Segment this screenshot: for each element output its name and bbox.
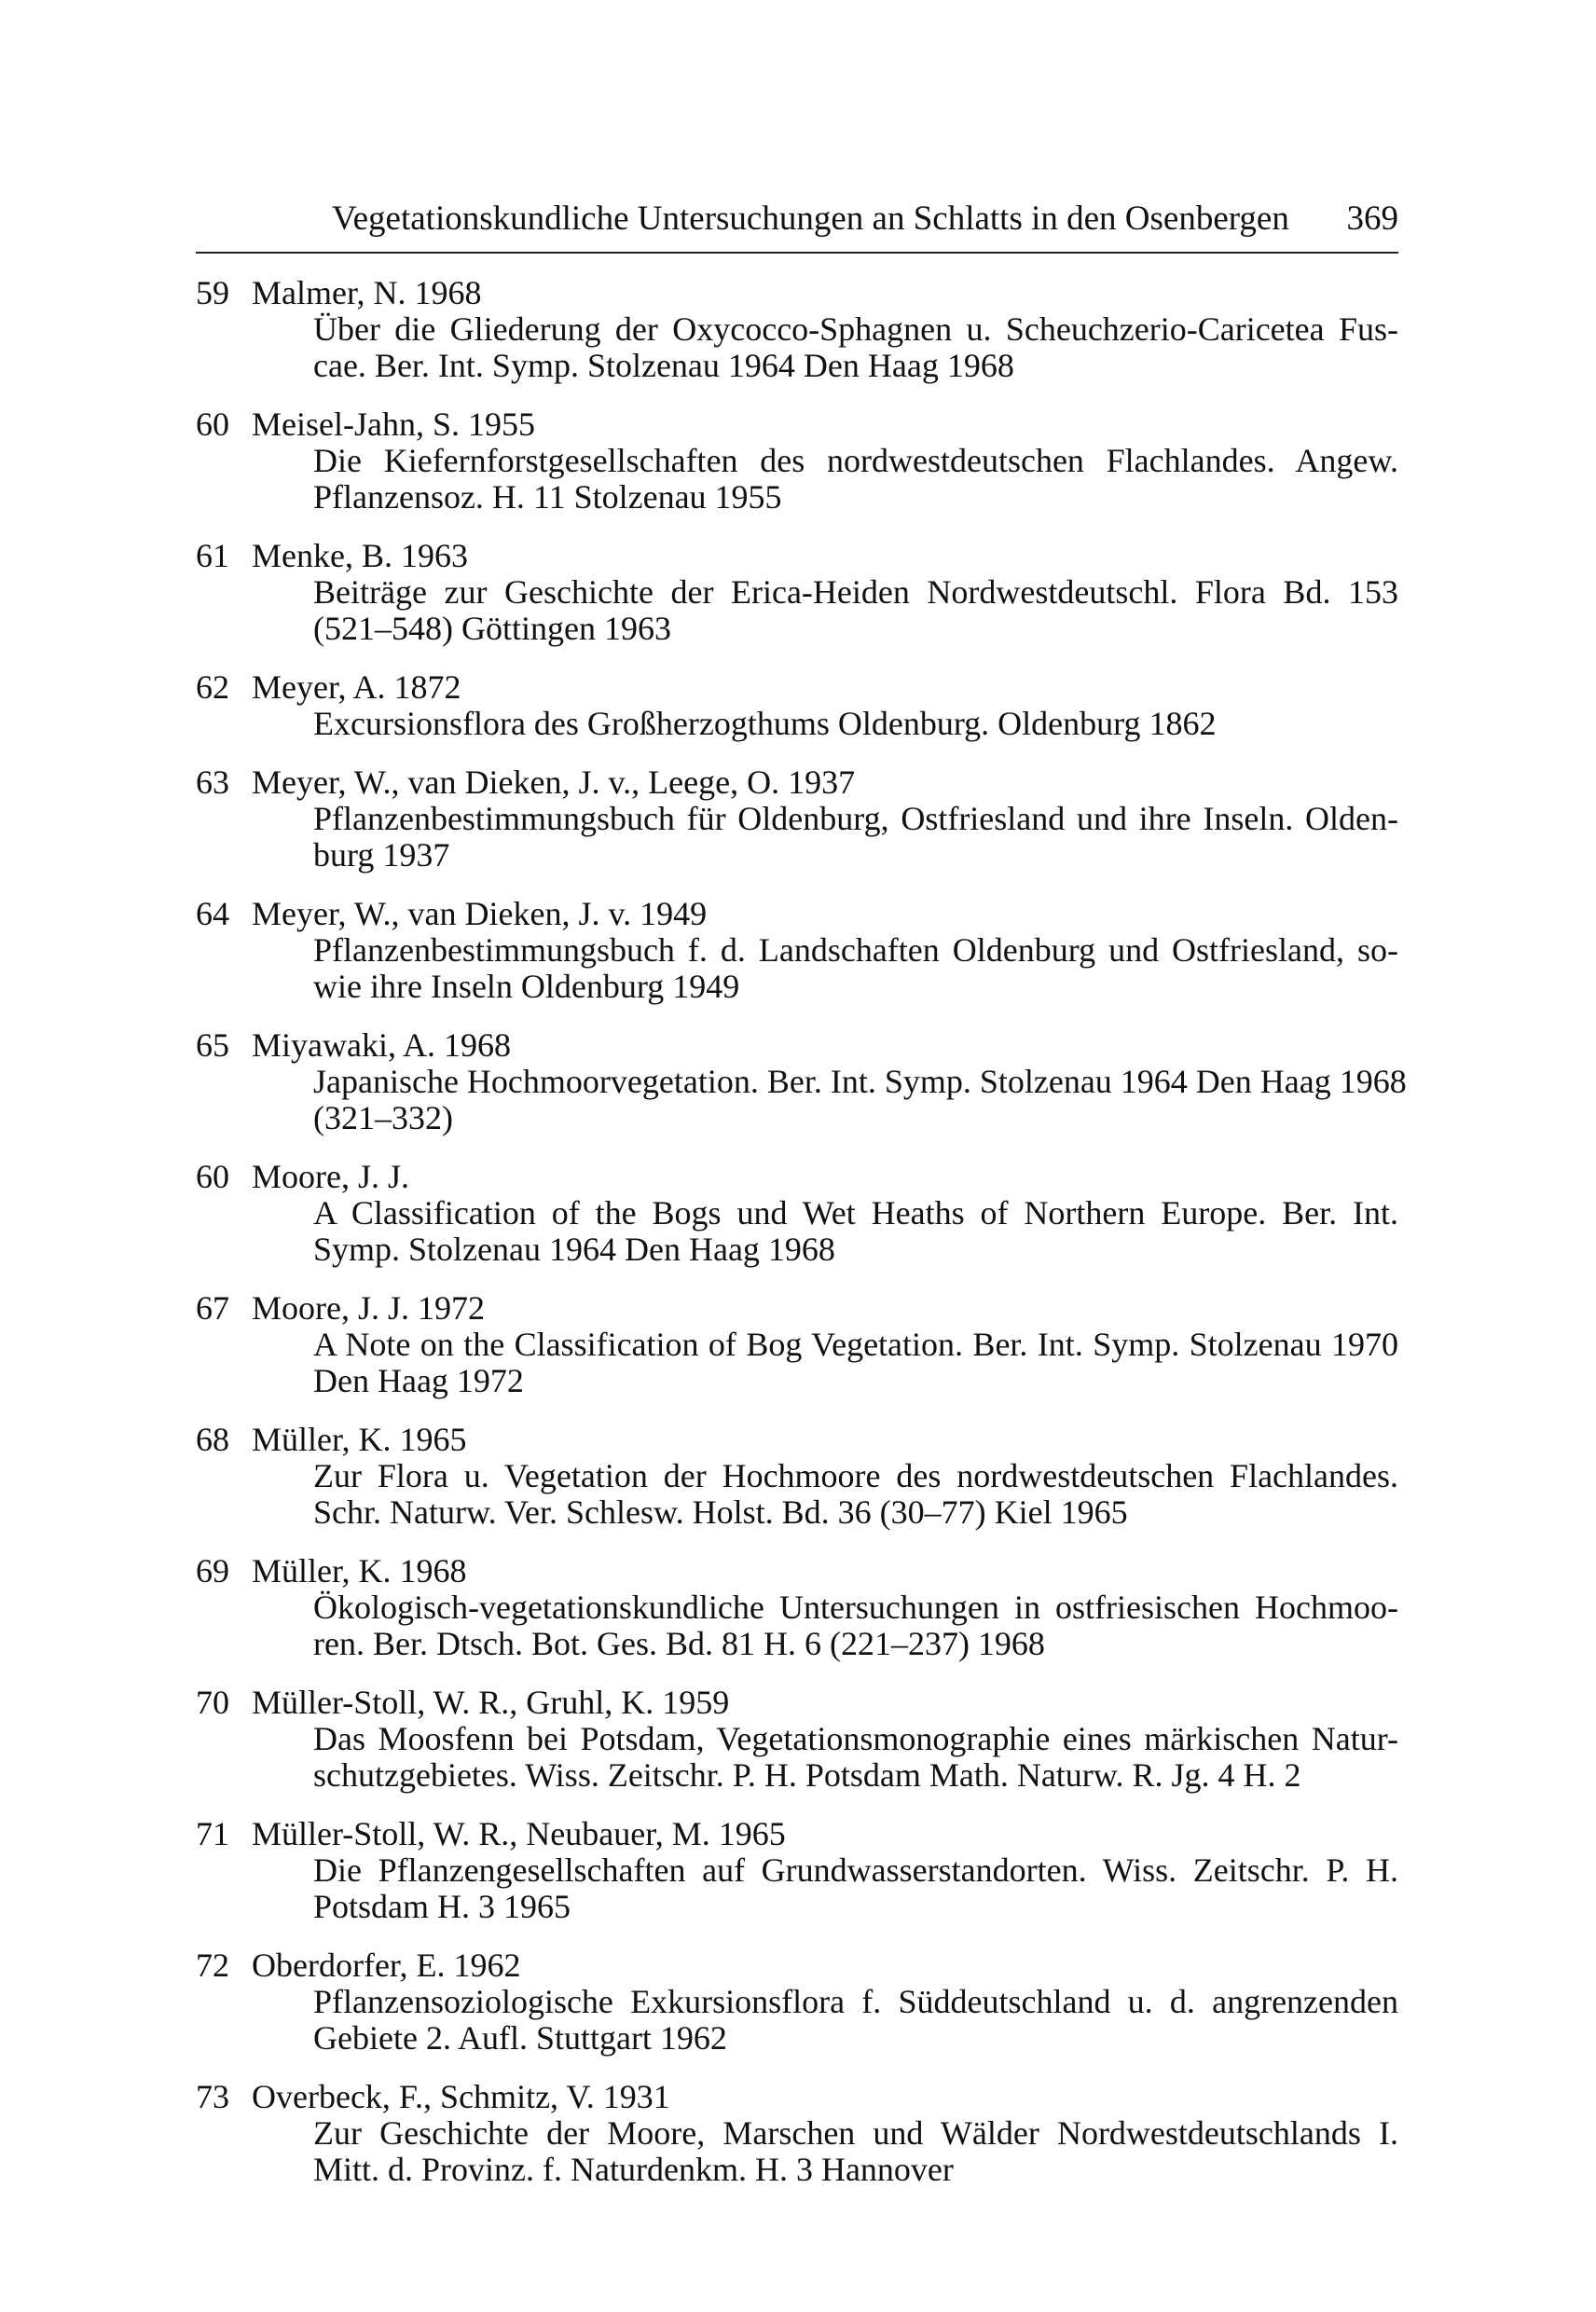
reference-number: 71	[196, 1815, 229, 1852]
reference-head	[196, 764, 1398, 801]
reference-author-year: Meyer, W., van Dieken, J. v. 1949	[252, 895, 708, 932]
reference-head	[196, 1159, 1398, 1195]
reference-author-year: Müller, K. 1968	[252, 1552, 467, 1590]
reference-text-line: Gebiete 2. Aufl. Stuttgart 1962	[313, 2019, 727, 2057]
reference-head	[196, 406, 1398, 443]
reference-list	[196, 274, 1407, 2210]
reference-text-line: (321–332)	[313, 1099, 453, 1136]
reference-text-line: Pflanzenbestimmungsbuch f. d. Landschaften Oldenburg und Ostfriesland, so-	[313, 931, 1398, 969]
reference-text-line: Ökologisch-vegetationskundliche Untersuchungen in ostfriesischen Hochmoo-	[313, 1589, 1398, 1626]
reference-text-line: wie ihre Inseln Oldenburg 1949	[313, 968, 740, 1005]
reference-head	[196, 896, 1398, 932]
reference-text-line: cae. Ber. Int. Symp. Stolzenau 1964 Den Haag 1968	[313, 347, 1014, 384]
reference-author-year: Overbeck, F., Schmitz, V. 1931	[252, 2078, 670, 2115]
reference-head	[196, 1553, 1398, 1590]
reference-entry	[196, 1159, 1398, 1268]
reference-text-line: A Note on the Classification of Bog Vegetation. Ber. Int. Symp. Stolzenau 1970	[313, 1326, 1398, 1363]
reference-text-line: Pflanzensoziologische Exkursionsflora f. Süddeutschland u. d. angrenzenden	[313, 1983, 1398, 2020]
reference-entry	[196, 1685, 1398, 1794]
reference-number: 67	[196, 1289, 229, 1327]
reference-head	[196, 275, 1398, 311]
reference-number: 72	[196, 1947, 229, 1984]
reference-author-year: Meisel-Jahn, S. 1955	[252, 406, 535, 443]
reference-text-line: ren. Ber. Dtsch. Bot. Ges. Bd. 81 H. 6 (221–237) 1968	[313, 1625, 1045, 1662]
reference-text-line: (521–548) Göttingen 1963	[313, 610, 671, 647]
running-title: Vegetationskundliche Untersuchungen an Schlatts in den Osenbergen	[332, 200, 1289, 238]
reference-text-line: Pflanzenbestimmungsbuch für Oldenburg, Ostfriesland und ihre Inseln. Olden-	[313, 800, 1398, 837]
reference-entry	[196, 275, 1398, 384]
reference-number: 64	[196, 895, 229, 932]
reference-author-year: Miyawaki, A. 1968	[252, 1026, 511, 1064]
reference-text-line: Mitt. d. Provinz. f. Naturdenkm. H. 3 Hannover	[313, 2151, 954, 2188]
reference-number: 60	[196, 1158, 229, 1195]
reference-text-line: burg 1937	[313, 836, 450, 874]
reference-head	[196, 1816, 1398, 1852]
reference-head	[196, 1947, 1398, 1984]
reference-number: 65	[196, 1026, 229, 1064]
reference-head	[196, 1027, 1398, 1064]
reference-entry	[196, 406, 1398, 516]
reference-text-line: Zur Flora u. Vegetation der Hochmoore des nordwestdeutschen Flachlandes.	[313, 1457, 1398, 1494]
reference-author-year: Müller-Stoll, W. R., Gruhl, K. 1959	[252, 1684, 730, 1721]
reference-number: 63	[196, 764, 229, 801]
reference-entry	[196, 1947, 1398, 2057]
reference-text-line: Potsdam H. 3 1965	[313, 1888, 571, 1925]
reference-entry	[196, 2079, 1398, 2188]
reference-text-line: Die Kiefernforstgesellschaften des nordwestdeutschen Flachlandes. Angew.	[313, 442, 1398, 479]
reference-text-line: Die Pflanzengesellschaften auf Grundwasserstandorten. Wiss. Zeitschr. P. H.	[313, 1851, 1398, 1889]
reference-text-line: Symp. Stolzenau 1964 Den Haag 1968	[313, 1231, 835, 1268]
reference-entry	[196, 1290, 1398, 1399]
reference-entry	[196, 1422, 1398, 1531]
reference-head	[196, 538, 1398, 574]
reference-author-year: Moore, J. J.	[252, 1158, 409, 1195]
reference-author-year: Oberdorfer, E. 1962	[252, 1947, 521, 1984]
reference-author-year: Müller-Stoll, W. R., Neubauer, M. 1965	[252, 1815, 786, 1852]
reference-author-year: Meyer, W., van Dieken, J. v., Leege, O. 1937	[252, 764, 856, 801]
header-rule	[196, 252, 1398, 254]
reference-text-line: Den Haag 1972	[313, 1362, 524, 1399]
reference-entry	[196, 896, 1398, 1005]
running-header	[196, 191, 1398, 238]
reference-number: 68	[196, 1421, 229, 1458]
reference-text-line: schutzgebietes. Wiss. Zeitschr. P. H. Potsdam Math. Naturw. R. Jg. 4 H. 2	[313, 1756, 1301, 1794]
reference-entry	[196, 1553, 1398, 1662]
reference-author-year: Malmer, N. 1968	[252, 274, 482, 311]
page-number: 369	[1346, 200, 1398, 238]
reference-author-year: Müller, K. 1965	[252, 1421, 467, 1458]
reference-entry	[196, 669, 1398, 742]
reference-text-line: Excursionsflora des Großherzogthums Oldenburg. Oldenburg 1862	[313, 705, 1217, 742]
reference-text-line: Japanische Hochmoorvegetation. Ber. Int. Symp. Stolzenau 1964 Den Haag 1968	[313, 1063, 1407, 1100]
reference-head	[196, 2079, 1398, 2115]
reference-author-year: Meyer, A. 1872	[252, 668, 461, 706]
reference-number: 69	[196, 1552, 229, 1590]
reference-text-line: A Classification of the Bogs und Wet Heaths of Northern Europe. Ber. Int.	[313, 1194, 1398, 1232]
reference-number: 70	[196, 1684, 229, 1721]
reference-entry	[196, 538, 1398, 647]
reference-text-line: Über die Gliederung der Oxycocco-Sphagnen u. Scheuchzerio-Caricetea Fus-	[313, 310, 1398, 348]
reference-number: 62	[196, 668, 229, 706]
reference-entry	[196, 764, 1398, 874]
reference-number: 73	[196, 2078, 229, 2115]
reference-number: 61	[196, 537, 229, 574]
reference-number: 59	[196, 274, 229, 311]
reference-head	[196, 669, 1398, 706]
reference-head	[196, 1422, 1398, 1458]
reference-number: 60	[196, 406, 229, 443]
reference-text-line: Beiträge zur Geschichte der Erica-Heiden Nordwestdeutschl. Flora Bd. 153	[313, 573, 1398, 611]
reference-head	[196, 1290, 1398, 1327]
reference-head	[196, 1685, 1398, 1721]
reference-text-line: Zur Geschichte der Moore, Marschen und Wälder Nordwestdeutschlands I.	[313, 2114, 1398, 2152]
reference-entry	[196, 1816, 1398, 1925]
reference-author-year: Menke, B. 1963	[252, 537, 468, 574]
reference-entry	[196, 1026, 1407, 1136]
reference-text-line: Schr. Naturw. Ver. Schlesw. Holst. Bd. 36 (30–77) Kiel 1965	[313, 1493, 1128, 1531]
reference-text-line: Pflanzensoz. H. 11 Stolzenau 1955	[313, 478, 782, 516]
reference-text-line: Das Moosfenn bei Potsdam, Vegetationsmonographie eines märkischen Natur-	[313, 1720, 1398, 1757]
reference-author-year: Moore, J. J. 1972	[252, 1289, 485, 1327]
